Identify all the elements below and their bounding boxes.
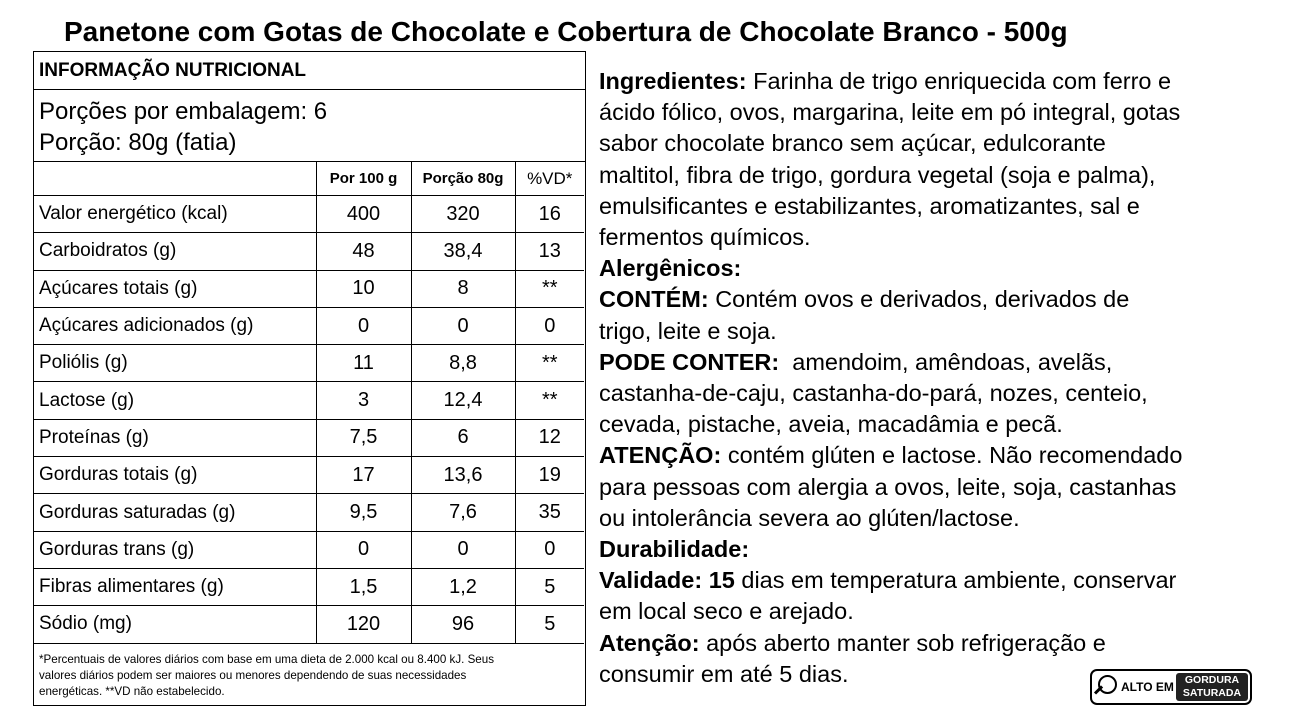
badge-alto-em: ALTO EM <box>1121 680 1174 694</box>
nutrient-name: Fibras alimentares (g) <box>34 568 316 605</box>
contains-line: trigo, leite e soja. <box>599 317 777 344</box>
product-info-text <box>599 66 1259 696</box>
nutrient-per100: 1,5 <box>316 568 411 605</box>
badge-nutrient-box <box>1176 673 1248 701</box>
nutrient-name: Açúcares totais (g) <box>34 270 316 307</box>
nutrient-vd: 5 <box>515 606 584 643</box>
attention-line: para pessoas com alergia a ovos, leite, soja, castanhas <box>599 473 1177 500</box>
nutrient-name: Açúcares adicionados (g) <box>34 307 316 344</box>
table-row <box>34 307 584 344</box>
nutrient-portion: 96 <box>411 606 515 643</box>
storage-attention-line <box>599 628 1259 659</box>
nutrient-vd: 16 <box>515 196 584 233</box>
ingredients-line: ácido fólico, ovos, margarina, leite em pó integral, gotas <box>599 99 1181 126</box>
badge-line: GORDURA <box>1184 674 1240 686</box>
may-contain-text: amendoim, amêndoas, avelãs, <box>792 348 1113 375</box>
nutrient-per100: 0 <box>316 531 411 568</box>
validity-line <box>599 565 1259 596</box>
nutrient-per100: 10 <box>316 270 411 307</box>
may-contain-line: castanha-de-caju, castanha-do-pará, nozes, centeio, <box>599 380 1148 407</box>
attention-line <box>599 440 1259 471</box>
nutrient-per100: 9,5 <box>316 494 411 531</box>
may-contain-label: PODE CONTER: <box>599 348 780 375</box>
footnote-line: energéticas. **VD não estabelecido. <box>39 685 225 698</box>
nutrient-vd: 19 <box>515 457 584 494</box>
table-row <box>34 568 584 605</box>
nutrient-portion: 0 <box>411 531 515 568</box>
nutrition-header: INFORMAÇÃO NUTRICIONAL <box>34 52 585 90</box>
nutrient-portion: 6 <box>411 419 515 456</box>
nutrient-portion: 38,4 <box>411 233 515 270</box>
validity-days: 15 <box>708 567 735 594</box>
nutrient-per100: 3 <box>316 382 411 419</box>
table-row <box>34 382 584 419</box>
nutrient-per100: 11 <box>316 345 411 382</box>
nutrient-portion: 12,4 <box>411 382 515 419</box>
footnote-line: valores diários podem ser maiores ou menores dependendo de suas necessidades <box>39 669 467 682</box>
validity-text: dias em temperatura ambiente, conservar <box>741 567 1177 594</box>
nutrient-vd: 0 <box>515 307 584 344</box>
nutrient-vd: 13 <box>515 233 584 270</box>
nutrient-name: Gorduras saturadas (g) <box>34 494 316 531</box>
table-row <box>34 494 584 531</box>
nutrient-portion: 1,2 <box>411 568 515 605</box>
nutrition-footnote <box>39 652 577 700</box>
footnote-line: *Percentuais de valores diários com base em uma dieta de 2.000 kcal ou 8.400 kJ. Seus <box>39 653 494 666</box>
header-blank-cell <box>34 162 316 196</box>
table-row <box>34 606 584 643</box>
nutrient-name: Valor energético (kcal) <box>34 196 316 233</box>
nutrient-name: Sódio (mg) <box>34 606 316 643</box>
nutrient-vd: 35 <box>515 494 584 531</box>
product-title: Panetone com Gotas de Chocolate e Cobertura de Chocolate Branco - 500g <box>64 16 1068 47</box>
nutrient-per100: 0 <box>316 307 411 344</box>
validity-label: Validade: <box>599 567 703 594</box>
nutrient-per100: 48 <box>316 233 411 270</box>
contains-text: Contém ovos e derivados, derivados de <box>715 286 1130 313</box>
table-row <box>34 531 584 568</box>
portion-size: Porção: 80g (fatia) <box>39 129 237 156</box>
ingredients-line: fermentos químicos. <box>599 224 811 251</box>
nutrient-vd: 5 <box>515 568 584 605</box>
nutrient-vd: ** <box>515 270 584 307</box>
allergens-heading <box>599 253 1259 284</box>
nutrient-vd: ** <box>515 382 584 419</box>
nutrient-table-header <box>34 162 584 196</box>
col-per-100g: Por 100 g <box>316 162 411 196</box>
storage-attention-label: Atenção: <box>599 629 700 656</box>
nutrient-vd: 12 <box>515 419 584 456</box>
nutrient-per100: 120 <box>316 606 411 643</box>
nutrient-name: Gorduras totais (g) <box>34 457 316 494</box>
nutrient-name: Carboidratos (g) <box>34 233 316 270</box>
table-row <box>34 196 584 233</box>
table-row <box>34 419 584 456</box>
table-row <box>34 457 584 494</box>
storage-attention-text: após aberto manter sob refrigeração e <box>706 629 1106 656</box>
ingredients-line: sabor chocolate branco sem açúcar, edulcorante <box>599 130 1106 157</box>
high-saturated-fat-badge <box>1090 669 1252 705</box>
nutrient-portion: 0 <box>411 307 515 344</box>
nutrient-per100: 7,5 <box>316 419 411 456</box>
table-row <box>34 233 584 270</box>
nutrient-portion: 8,8 <box>411 345 515 382</box>
may-contain-line <box>599 347 1259 378</box>
contains-label: CONTÉM: <box>599 286 709 313</box>
nutrient-portion: 13,6 <box>411 457 515 494</box>
nutrient-name: Gorduras trans (g) <box>34 531 316 568</box>
contains-line <box>599 284 1259 315</box>
table-row <box>34 270 584 307</box>
nutrient-portion: 320 <box>411 196 515 233</box>
nutrient-per100: 400 <box>316 196 411 233</box>
portion-info <box>34 90 585 162</box>
ingredients-line: maltitol, fibra de trigo, gordura vegetal (soja e palma), <box>599 161 1156 188</box>
attention-line: ou intolerância severa ao glúten/lactose. <box>599 504 1020 531</box>
storage-attention-line: consumir em até 5 dias. <box>599 660 849 687</box>
durability-label: Durabilidade: <box>599 536 750 563</box>
nutrient-vd: ** <box>515 345 584 382</box>
attention-label: ATENÇÃO: <box>599 442 722 469</box>
table-row <box>34 345 584 382</box>
ingredients-text: Farinha de trigo enriquecida com ferro e <box>753 68 1172 94</box>
nutrient-portion: 8 <box>411 270 515 307</box>
nutrient-name: Poliólis (g) <box>34 345 316 382</box>
portions-per-package: Porções por embalagem: 6 <box>39 98 328 125</box>
ingredients-label: Ingredientes: <box>599 68 747 94</box>
badge-line: SATURADA <box>1182 686 1242 699</box>
nutrition-facts-table <box>33 51 586 706</box>
ingredients-line <box>599 66 1259 97</box>
col-per-portion: Porção 80g <box>411 162 515 196</box>
ingredients-line: emulsificantes e estabilizantes, aromatizantes, sal e <box>599 192 1140 219</box>
col-vd: %VD* <box>515 162 584 196</box>
allergens-label: Alergênicos: <box>599 255 742 282</box>
may-contain-line: cevada, pistache, aveia, macadâmia e pecã. <box>599 411 1063 438</box>
attention-text: contém glúten e lactose. Não recomendado <box>727 442 1183 469</box>
nutrient-portion: 7,6 <box>411 494 515 531</box>
validity-line: em local seco e arejado. <box>599 598 854 625</box>
nutrient-vd: 0 <box>515 531 584 568</box>
nutrient-name: Proteínas (g) <box>34 419 316 456</box>
durability-heading <box>599 534 1259 565</box>
nutrient-name: Lactose (g) <box>34 382 316 419</box>
nutrient-per100: 17 <box>316 457 411 494</box>
nutrient-table <box>34 162 584 644</box>
